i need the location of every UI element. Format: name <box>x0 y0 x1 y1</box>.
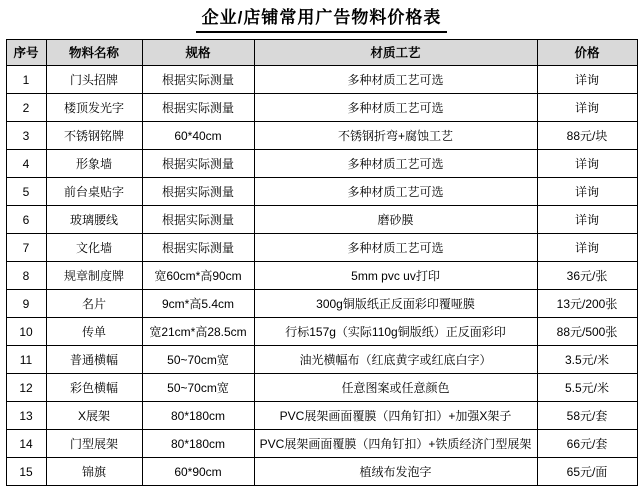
table-body <box>6 66 637 486</box>
cell-name: 名片 <box>46 290 142 318</box>
table-header-row <box>6 40 637 66</box>
table-row <box>6 346 637 374</box>
column-header-index: 序号 <box>6 40 46 66</box>
table-row <box>6 66 637 94</box>
table-row <box>6 234 637 262</box>
table-row <box>6 402 637 430</box>
cell-name: 楼顶发光字 <box>46 94 142 122</box>
cell-price: 3.5元/米 <box>537 346 637 374</box>
cell-material: 油光横幅布（红底黄字或红底白字） <box>254 346 537 374</box>
cell-material: 多种材质工艺可选 <box>254 66 537 94</box>
table-row <box>6 290 637 318</box>
cell-material: 多种材质工艺可选 <box>254 94 537 122</box>
table-row <box>6 374 637 402</box>
table-row <box>6 262 637 290</box>
cell-material: 5mm pvc uv打印 <box>254 262 537 290</box>
table-row <box>6 150 637 178</box>
cell-name: 前台桌贴字 <box>46 178 142 206</box>
cell-material: PVC展架画面覆膜（四角钉扣）+铁质经济门型展架 <box>254 430 537 458</box>
cell-price: 88元/500张 <box>537 318 637 346</box>
cell-spec: 50~70cm宽 <box>142 346 254 374</box>
cell-name: 锦旗 <box>46 458 142 486</box>
cell-price: 36元/张 <box>537 262 637 290</box>
cell-name: 传单 <box>46 318 142 346</box>
cell-index: 6 <box>6 206 46 234</box>
cell-index: 14 <box>6 430 46 458</box>
table-row <box>6 178 637 206</box>
cell-price: 58元/套 <box>537 402 637 430</box>
column-header-price: 价格 <box>537 40 637 66</box>
cell-price: 详询 <box>537 66 637 94</box>
cell-index: 15 <box>6 458 46 486</box>
cell-index: 13 <box>6 402 46 430</box>
price-table <box>6 39 638 486</box>
cell-index: 2 <box>6 94 46 122</box>
cell-price: 详询 <box>537 150 637 178</box>
cell-material: PVC展架画面覆膜（四角钉扣）+加强X架子 <box>254 402 537 430</box>
cell-spec: 宽21cm*高28.5cm <box>142 318 254 346</box>
table-row <box>6 94 637 122</box>
cell-name: 不锈钢铭牌 <box>46 122 142 150</box>
cell-spec: 根据实际测量 <box>142 234 254 262</box>
cell-index: 4 <box>6 150 46 178</box>
cell-spec: 根据实际测量 <box>142 94 254 122</box>
cell-material: 多种材质工艺可选 <box>254 234 537 262</box>
column-header-material: 材质工艺 <box>254 40 537 66</box>
cell-index: 9 <box>6 290 46 318</box>
cell-price: 13元/200张 <box>537 290 637 318</box>
table-row <box>6 430 637 458</box>
cell-name: 规章制度牌 <box>46 262 142 290</box>
title-container <box>0 0 643 39</box>
cell-spec: 80*180cm <box>142 430 254 458</box>
cell-index: 12 <box>6 374 46 402</box>
cell-material: 行标157g（实际110g铜版纸）正反面彩印 <box>254 318 537 346</box>
cell-material: 300g铜版纸正反面彩印覆哑膜 <box>254 290 537 318</box>
cell-index: 10 <box>6 318 46 346</box>
cell-name: 普通横幅 <box>46 346 142 374</box>
page-title: 企业/店铺常用广告物料价格表 <box>196 8 448 33</box>
table-row <box>6 122 637 150</box>
cell-name: 彩色横幅 <box>46 374 142 402</box>
cell-index: 5 <box>6 178 46 206</box>
cell-index: 11 <box>6 346 46 374</box>
cell-spec: 80*180cm <box>142 402 254 430</box>
cell-spec: 根据实际测量 <box>142 178 254 206</box>
table-header <box>6 40 637 66</box>
cell-name: 文化墙 <box>46 234 142 262</box>
cell-price: 详询 <box>537 178 637 206</box>
cell-material: 磨砂膜 <box>254 206 537 234</box>
cell-name: 门头招牌 <box>46 66 142 94</box>
cell-index: 1 <box>6 66 46 94</box>
cell-name: 门型展架 <box>46 430 142 458</box>
cell-price: 5.5元/米 <box>537 374 637 402</box>
table-row <box>6 318 637 346</box>
column-header-name: 物料名称 <box>46 40 142 66</box>
cell-spec: 50~70cm宽 <box>142 374 254 402</box>
table-row <box>6 458 637 486</box>
cell-index: 7 <box>6 234 46 262</box>
cell-spec: 根据实际测量 <box>142 206 254 234</box>
cell-spec: 9cm*高5.4cm <box>142 290 254 318</box>
cell-name: 玻璃腰线 <box>46 206 142 234</box>
cell-material: 不锈钢折弯+腐蚀工艺 <box>254 122 537 150</box>
cell-price: 65元/面 <box>537 458 637 486</box>
cell-price: 88元/块 <box>537 122 637 150</box>
table-row <box>6 206 637 234</box>
cell-index: 3 <box>6 122 46 150</box>
column-header-spec: 规格 <box>142 40 254 66</box>
cell-spec: 根据实际测量 <box>142 66 254 94</box>
cell-name: X展架 <box>46 402 142 430</box>
cell-price: 详询 <box>537 94 637 122</box>
cell-material: 多种材质工艺可选 <box>254 150 537 178</box>
cell-index: 8 <box>6 262 46 290</box>
cell-spec: 根据实际测量 <box>142 150 254 178</box>
cell-material: 任意图案或任意颜色 <box>254 374 537 402</box>
cell-spec: 60*90cm <box>142 458 254 486</box>
cell-name: 形象墙 <box>46 150 142 178</box>
cell-price: 66元/套 <box>537 430 637 458</box>
cell-material: 植绒布发泡字 <box>254 458 537 486</box>
cell-spec: 宽60cm*高90cm <box>142 262 254 290</box>
cell-price: 详询 <box>537 206 637 234</box>
cell-spec: 60*40cm <box>142 122 254 150</box>
cell-price: 详询 <box>537 234 637 262</box>
cell-material: 多种材质工艺可选 <box>254 178 537 206</box>
